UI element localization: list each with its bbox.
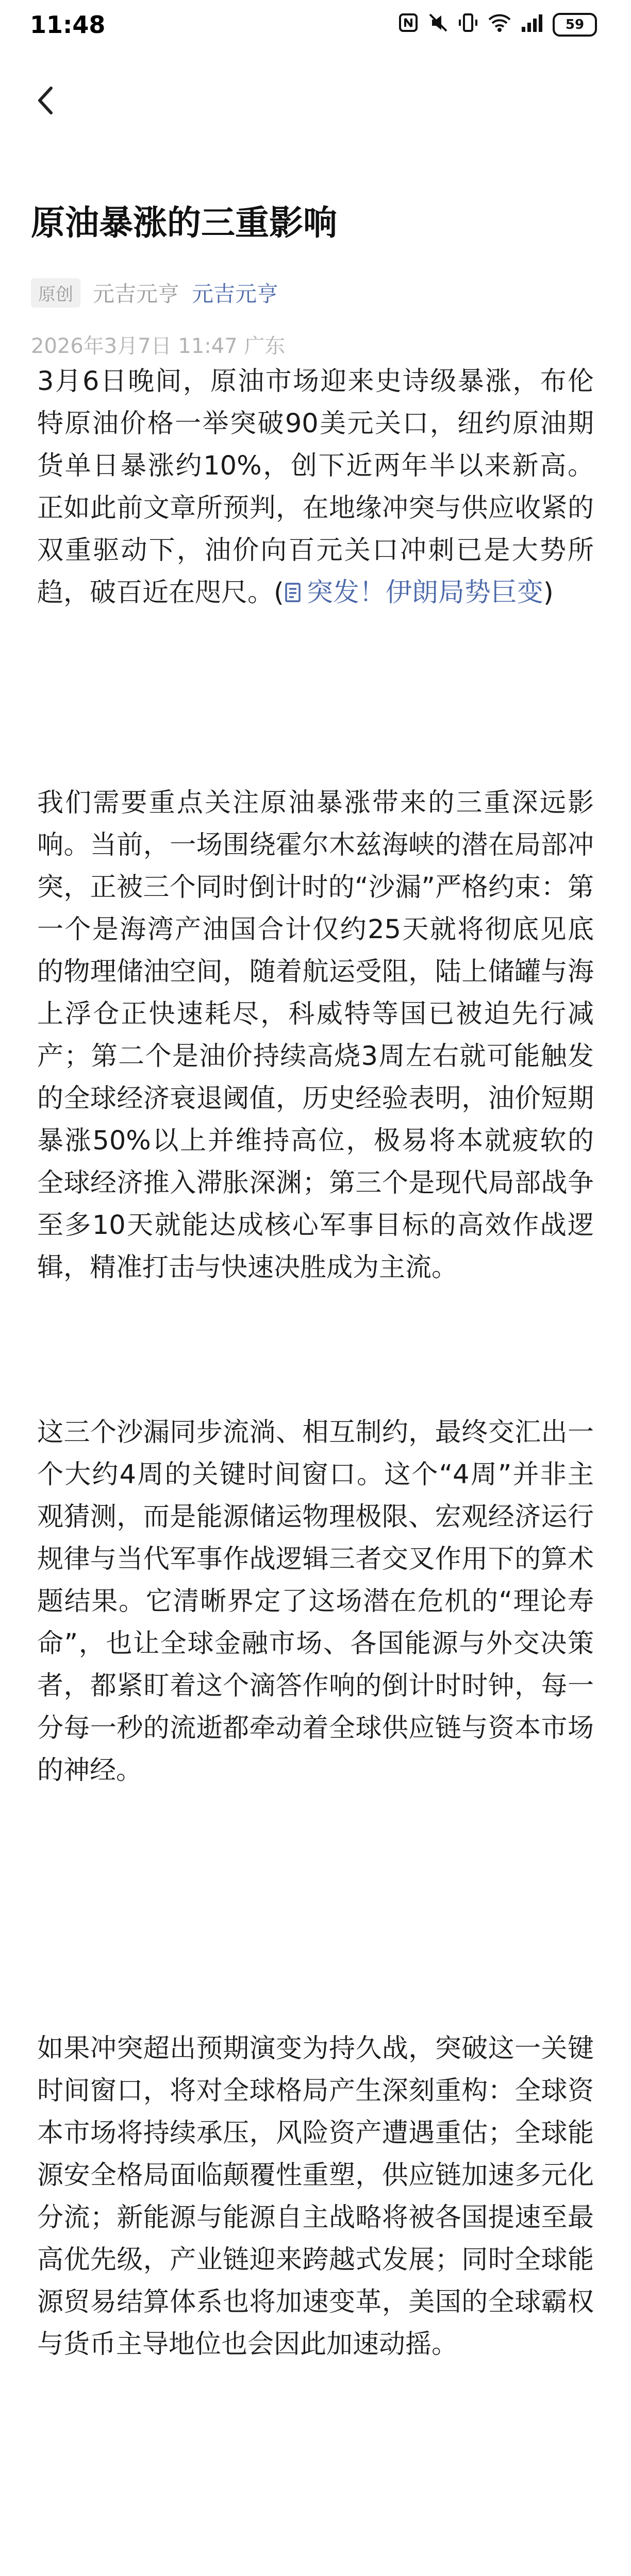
publish-datetime: 2026年3月7日 11:47 广东 [31, 334, 286, 358]
original-badge: 原创 [31, 278, 80, 308]
author-name[interactable]: 元吉元亨 [93, 281, 180, 307]
paragraph-1 [37, 361, 594, 614]
battery-indicator: 59 [553, 13, 597, 37]
vibrate-icon [458, 12, 478, 38]
paragraph-1-text: 3月6日晚间，原油市场迎来史诗级暴涨，布伦特原油价格一举突破90美元关口，纽约原油期货单日暴涨约10%，创下近两年半以来新高。正如此前文章所预判，在地缘冲突与供应收紧的双重驱动下，油价向百元关口冲刺已是大势所趋，破百近在咫尺。( [37, 366, 594, 608]
back-button[interactable] [27, 82, 63, 118]
paragraph-3: 这三个沙漏同步流淌、相互制约，最终交汇出一个大约4周的关键时间窗口。这个“4周”并非主观猜测，而是能源储运物理极限、宏观经济运行规律与当代军事作战逻辑三者交叉作用下的算术题结果。它清晰界定了这场潜在危机的“理论寿命”，也让全球金融市场、各国能源与外交决策者，都紧盯着这个滴答作响的倒计时时钟，每一分每一秒的流逝都牵动着全球供应链与资本市场的神经。 [37, 1417, 594, 1786]
article-title: 原油暴涨的三重影响 [31, 203, 337, 243]
mute-icon [428, 12, 449, 38]
chevron-left-icon [35, 85, 55, 116]
article-link-icon [284, 582, 305, 604]
wifi-icon [488, 12, 511, 38]
inline-article-link[interactable] [284, 578, 543, 608]
status-time: 11:48 [30, 11, 106, 39]
signal-icon [521, 12, 543, 38]
article-meta [31, 276, 278, 309]
nav-bar [0, 77, 631, 124]
inline-article-link-label: 突发！伊朗局势巨变 [306, 578, 543, 608]
nfc-icon [398, 12, 419, 38]
paragraph-5 [37, 2572, 594, 2576]
status-icons [398, 12, 597, 38]
status-bar [0, 0, 631, 49]
account-name-link[interactable]: 元吉元亨 [192, 281, 279, 307]
paragraph-1-close: ) [543, 578, 554, 608]
paragraph-4: 如果冲突超出预期演变为持久战，突破这一关键时间窗口，将对全球格局产生深刻重构：全球资本市场将持续承压，风险资产遭遇重估；全球能源安全格局面临颠覆性重塑，供应链加速多元化分流；新能源与能源自主战略将被各国提速至最高优先级，产业链迎来跨越式发展；同时全球能源贸易结算体系也将加速变革，美国的全球霸权与货币主导地位也会因此加速动摇。 [37, 2033, 594, 2360]
paragraph-2: 我们需要重点关注原油暴涨带来的三重深远影响。当前，一场围绕霍尔木兹海峡的潜在局部冲突，正被三个同时倒计时的“沙漏”严格约束：第一个是海湾产油国合计仅约25天就将彻底见底的物理储油空间，随着航运受阻，陆上储罐与海上浮仓正快速耗尽，科威特等国已被迫先行减产；第二个是油价持续高烧3周左右就可能触发的全球经济衰退阈值，历史经验表明，油价短期暴涨50%以上并维持高位，极易将本就疲软的全球经济推入滞胀深渊；第三个是现代局部战争至多10天就能达成核心军事目标的高效作战逻辑，精准打击与快速决胜成为主流。 [37, 788, 594, 1283]
